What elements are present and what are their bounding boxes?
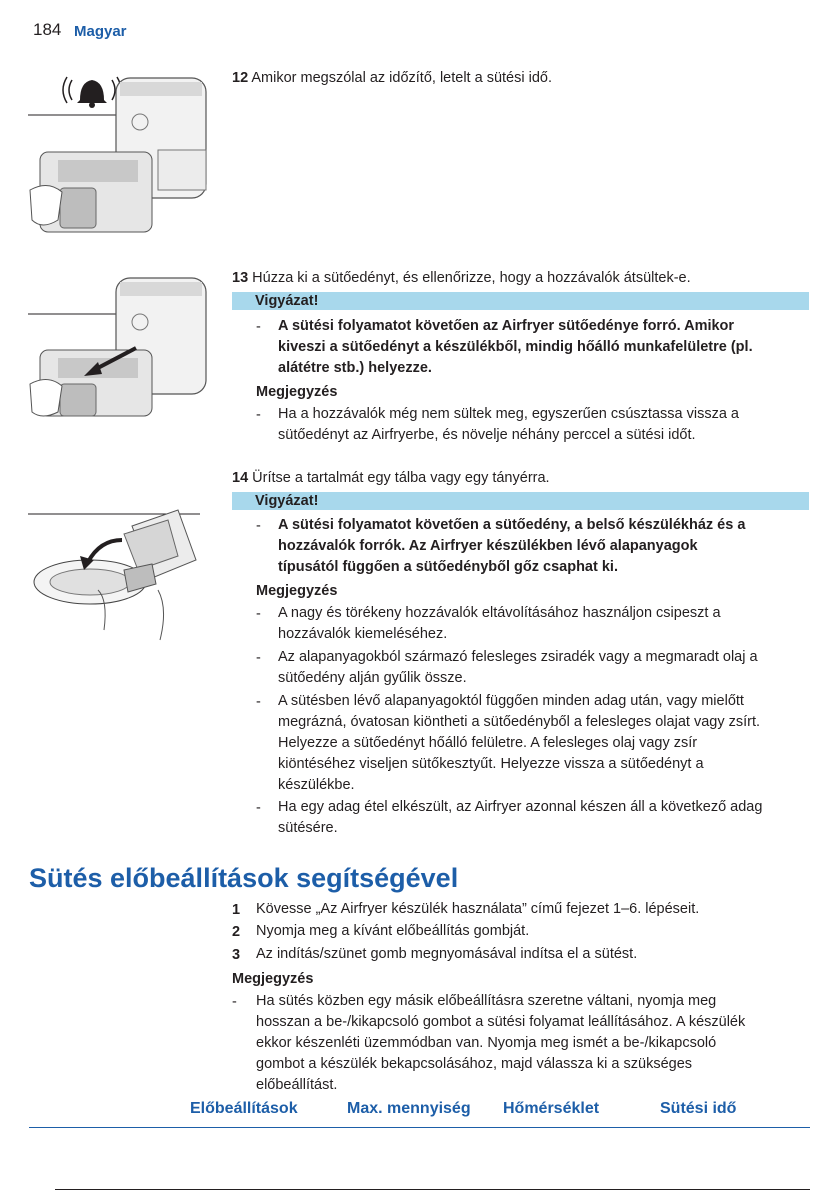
dash-marker: - [256,518,261,534]
dash-marker: - [256,800,261,816]
note-line: Helyezze a sütőedényt hőálló felületre. A felesleges olaj vagy zsír [278,735,698,751]
caution-line: A sütési folyamatot követően az Airfryer sütőedénye forró. Amikor [278,318,735,334]
step-text: Amikor megszólal az időzítő, letelt a sütési idő. [251,70,552,86]
step-text: Kövesse „Az Airfryer készülék használata” című fejezet 1–6. lépéseit. [256,901,700,917]
note-line: A nagy és törékeny hozzávalók eltávolításához használjon csipeszt a [278,605,721,621]
caution-line: hozzávalók forrók. Az Airfryer készülékben lévő alapanyagok [278,538,698,554]
note-line: kiöntéséhez viseljen sütőkesztyűt. Helyezze vissza a sütőedényt a [278,756,704,772]
note-line: Ha a hozzávalók még nem sültek meg, egyszerűen csúsztassa vissza a [278,406,739,422]
caution-text [278,515,745,578]
step-13 [232,268,691,288]
note-line: sütőedényt az Airfryerbe, és növelje néhány perccel a sütési időt. [278,427,696,443]
step-text: Húzza ki a sütőedényt, és ellenőrizze, hogy a hozzávalók átsültek-e. [252,270,691,286]
dash-marker: - [256,694,261,710]
caution-text [278,316,753,379]
footer-rule [55,1189,810,1190]
caution-bar [232,292,809,310]
table-header-temperature: Hőmérséklet [503,1100,600,1117]
dash-marker: - [256,319,261,335]
caution-title: Vigyázat! [255,493,319,509]
illustration-empty-bowl [28,500,208,645]
dash-marker: - [256,407,261,423]
note-line: megrázná, óvatosan kiöntheti a sütőedényből a felesleges olajat vagy zsírt. [278,714,761,730]
note-line: Ha egy adag étel elkészült, az Airfryer azonnal készen áll a következő adag [278,799,763,815]
step-14 [232,468,550,488]
step-number: 12 [232,70,249,86]
page-number: 184 [33,20,62,39]
step-number: 13 [232,270,249,286]
dash-marker: - [256,606,261,622]
note-line: Az alapanyagokból származó felesleges zsiradék vagy a megmaradt olaj a [278,649,758,665]
step-number: 1 [232,902,241,918]
illustration-pull-basket [28,272,208,422]
note-text [278,404,739,446]
note-text [256,991,745,1096]
note-item [278,647,758,689]
step-number: 3 [232,947,241,963]
note-title: Megjegyzés [256,384,338,400]
illustration-timer-bell [28,70,208,245]
note-item [278,603,721,645]
table-header-presets: Előbeállítások [190,1100,298,1117]
note-line: előbeállítást. [256,1077,338,1093]
table-header-cooking-time: Sütési idő [660,1100,737,1117]
caution-title: Vigyázat! [255,293,319,309]
step-12 [232,68,552,88]
note-line: sütésére. [278,820,338,836]
table-header-max-quantity: Max. mennyiség [347,1100,471,1117]
caution-line: A sütési folyamatot követően a sütőedény, a belső készülékház és a [278,517,746,533]
dash-marker: - [256,650,261,666]
language-label: Magyar [74,23,127,40]
note-title: Megjegyzés [256,583,338,599]
note-line: A sütésben lévő alapanyagoktól függően minden adag után, vagy mielőtt [278,693,744,709]
table-header-rule [29,1127,810,1128]
step-number: 14 [232,470,249,486]
note-line: készülékbe. [278,777,355,793]
step-text: Ürítse a tartalmát egy tálba vagy egy tányérra. [252,470,550,486]
note-item [278,797,762,839]
step-text: Az indítás/szünet gomb megnyomásával indítsa el a sütést. [256,946,638,962]
note-line: hozzávalók kiemeléséhez. [278,626,448,642]
step-text: Nyomja meg a kívánt előbeállítás gombját. [256,923,530,939]
note-title: Megjegyzés [232,971,314,987]
note-item [278,691,760,796]
caution-bar [232,492,809,510]
note-line: Ha sütés közben egy másik előbeállításra szeretne váltani, nyomja meg [256,993,717,1009]
note-line: gombot a készülék bekapcsolásához, majd válassza ki a szükséges [256,1056,693,1072]
caution-line: alátétre stb.) helyezze. [278,360,432,376]
step-number: 2 [232,924,241,940]
caution-line: kiveszi a sütőedényt a készülékből, mindig hőálló munkafelületre (pl. [278,339,753,355]
caution-line: típusától függően a sütőedényből gőz csaphat ki. [278,559,618,575]
note-line: sütőedény alján gyűlik össze. [278,670,467,686]
note-line: hosszan a be-/kikapcsoló gombot a sütési folyamat leállításához. A készülék [256,1014,746,1030]
dash-marker: - [232,994,237,1010]
section-heading: Sütés előbeállítások segítségével [29,863,459,893]
note-line: ekkor készenléti üzemmódban van. Nyomja meg ismét a be-/kikapcsoló [256,1035,717,1051]
